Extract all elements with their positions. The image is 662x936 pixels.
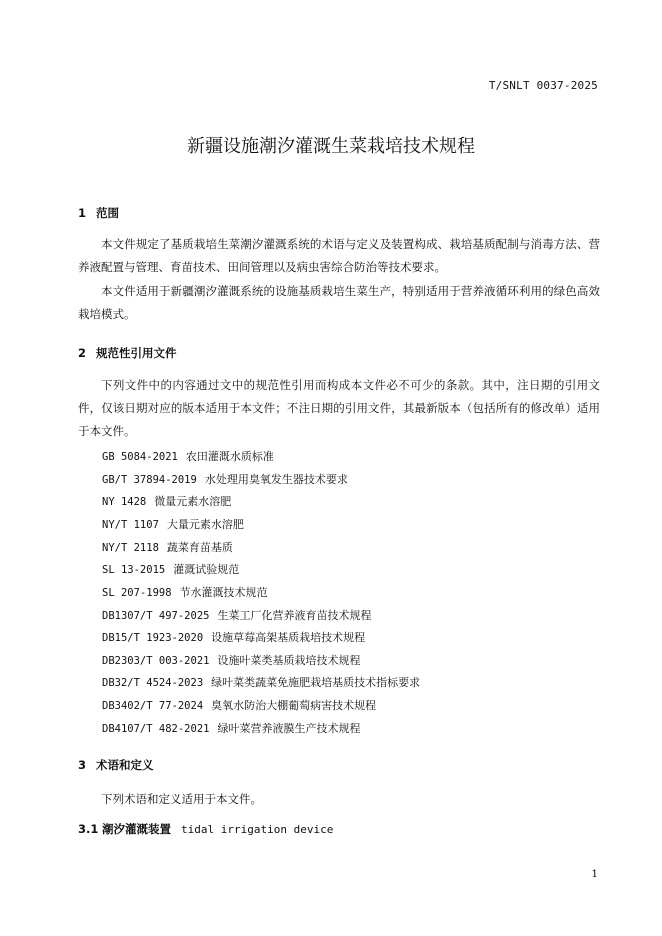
reference-item xyxy=(102,652,360,668)
term-english: tidal irrigation device xyxy=(181,823,334,836)
reference-code: GB/T 37894-2019 xyxy=(102,474,197,486)
reference-item xyxy=(102,471,348,487)
term-name: 潮汐灌溉装置 xyxy=(102,822,172,836)
document-title: 新疆设施潮汐灌溉生菜栽培技术规程 xyxy=(187,136,475,157)
reference-name: 大量元素水溶肥 xyxy=(166,518,244,531)
section-2-paragraph-1: 下列文件中的内容通过文中的规范性引用而构成本文件必不可少的条款。其中，注日期的引用文件，仅该日期对应的版本适用于本文件；不注日期的引用文件，其最新版本（包括所有的修改单）适用于本文件。 xyxy=(78,378,600,438)
reference-item xyxy=(102,720,360,736)
reference-code: NY/T 1107 xyxy=(102,519,159,531)
reference-name: 臭氧水防治大棚葡萄病害技术规程 xyxy=(211,699,377,712)
section-number: 3 xyxy=(78,758,87,772)
reference-name: 生菜工厂化营养液育苗技术规程 xyxy=(217,609,372,622)
reference-name: 灌溉试验规范 xyxy=(173,563,240,576)
section-title: 术语和定义 xyxy=(96,758,154,772)
reference-item xyxy=(102,674,420,690)
reference-code: DB2303/T 003-2021 xyxy=(102,655,210,667)
reference-item xyxy=(102,584,268,600)
section-3-heading xyxy=(78,757,154,773)
reference-code: NY/T 2118 xyxy=(102,542,159,554)
section-number: 1 xyxy=(78,206,87,220)
standard-code: T/SNLT 0037-2025 xyxy=(488,79,598,92)
reference-name: 设施叶菜类基质栽培技术规程 xyxy=(217,654,361,667)
reference-item xyxy=(102,516,244,532)
reference-code: GB 5084-2021 xyxy=(102,451,178,463)
term-number: 3.1 xyxy=(78,822,99,836)
reference-item xyxy=(102,539,233,555)
reference-name: 农田灌溉水质标准 xyxy=(185,450,274,463)
section-number: 2 xyxy=(78,346,87,360)
section-3-paragraph-1: 下列术语和定义适用于本文件。 xyxy=(101,792,262,806)
reference-code: SL 13-2015 xyxy=(102,564,166,576)
reference-item xyxy=(102,561,239,577)
reference-name: 绿叶菜类蔬菜免施肥栽培基质技术指标要求 xyxy=(211,676,421,689)
page-number: 1 xyxy=(591,868,598,880)
section-2-heading xyxy=(78,345,177,361)
section-title: 规范性引用文件 xyxy=(96,346,177,360)
reference-name: 绿叶菜营养液膜生产技术规程 xyxy=(217,722,361,735)
reference-item xyxy=(102,448,274,464)
reference-item xyxy=(102,607,371,623)
reference-item xyxy=(102,697,376,713)
reference-name: 设施草莓高架基质栽培技术规程 xyxy=(211,631,366,644)
reference-name: 微量元素水溶肥 xyxy=(154,495,232,508)
reference-item xyxy=(102,493,231,509)
term-3-1 xyxy=(78,821,333,837)
reference-code: DB1307/T 497-2025 xyxy=(102,610,210,622)
section-1-paragraph-2: 本文件适用于新疆潮汐灌溉系统的设施基质栽培生菜生产，特别适用于营养液循环利用的绿色高效栽培模式。 xyxy=(78,284,600,321)
section-1-heading xyxy=(78,205,119,221)
reference-code: DB4107/T 482-2021 xyxy=(102,723,210,735)
reference-item xyxy=(102,629,365,645)
reference-name: 水处理用臭氧发生器技术要求 xyxy=(204,473,348,486)
reference-name: 节水灌溉技术规范 xyxy=(179,586,268,599)
reference-code: SL 207-1998 xyxy=(102,587,172,599)
section-title: 范围 xyxy=(96,206,119,220)
reference-code: DB32/T 4524-2023 xyxy=(102,677,204,689)
section-1-paragraph-1: 本文件规定了基质栽培生菜潮汐灌溉系统的术语与定义及装置构成、栽培基质配制与消毒方法、营养液配置与管理、育苗技术、田间管理以及病虫害综合防治等技术要求。 xyxy=(78,237,600,274)
reference-name: 蔬菜育苗基质 xyxy=(166,541,233,554)
reference-code: DB3402/T 77-2024 xyxy=(102,700,204,712)
reference-code: DB15/T 1923-2020 xyxy=(102,632,204,644)
reference-code: NY 1428 xyxy=(102,496,147,508)
